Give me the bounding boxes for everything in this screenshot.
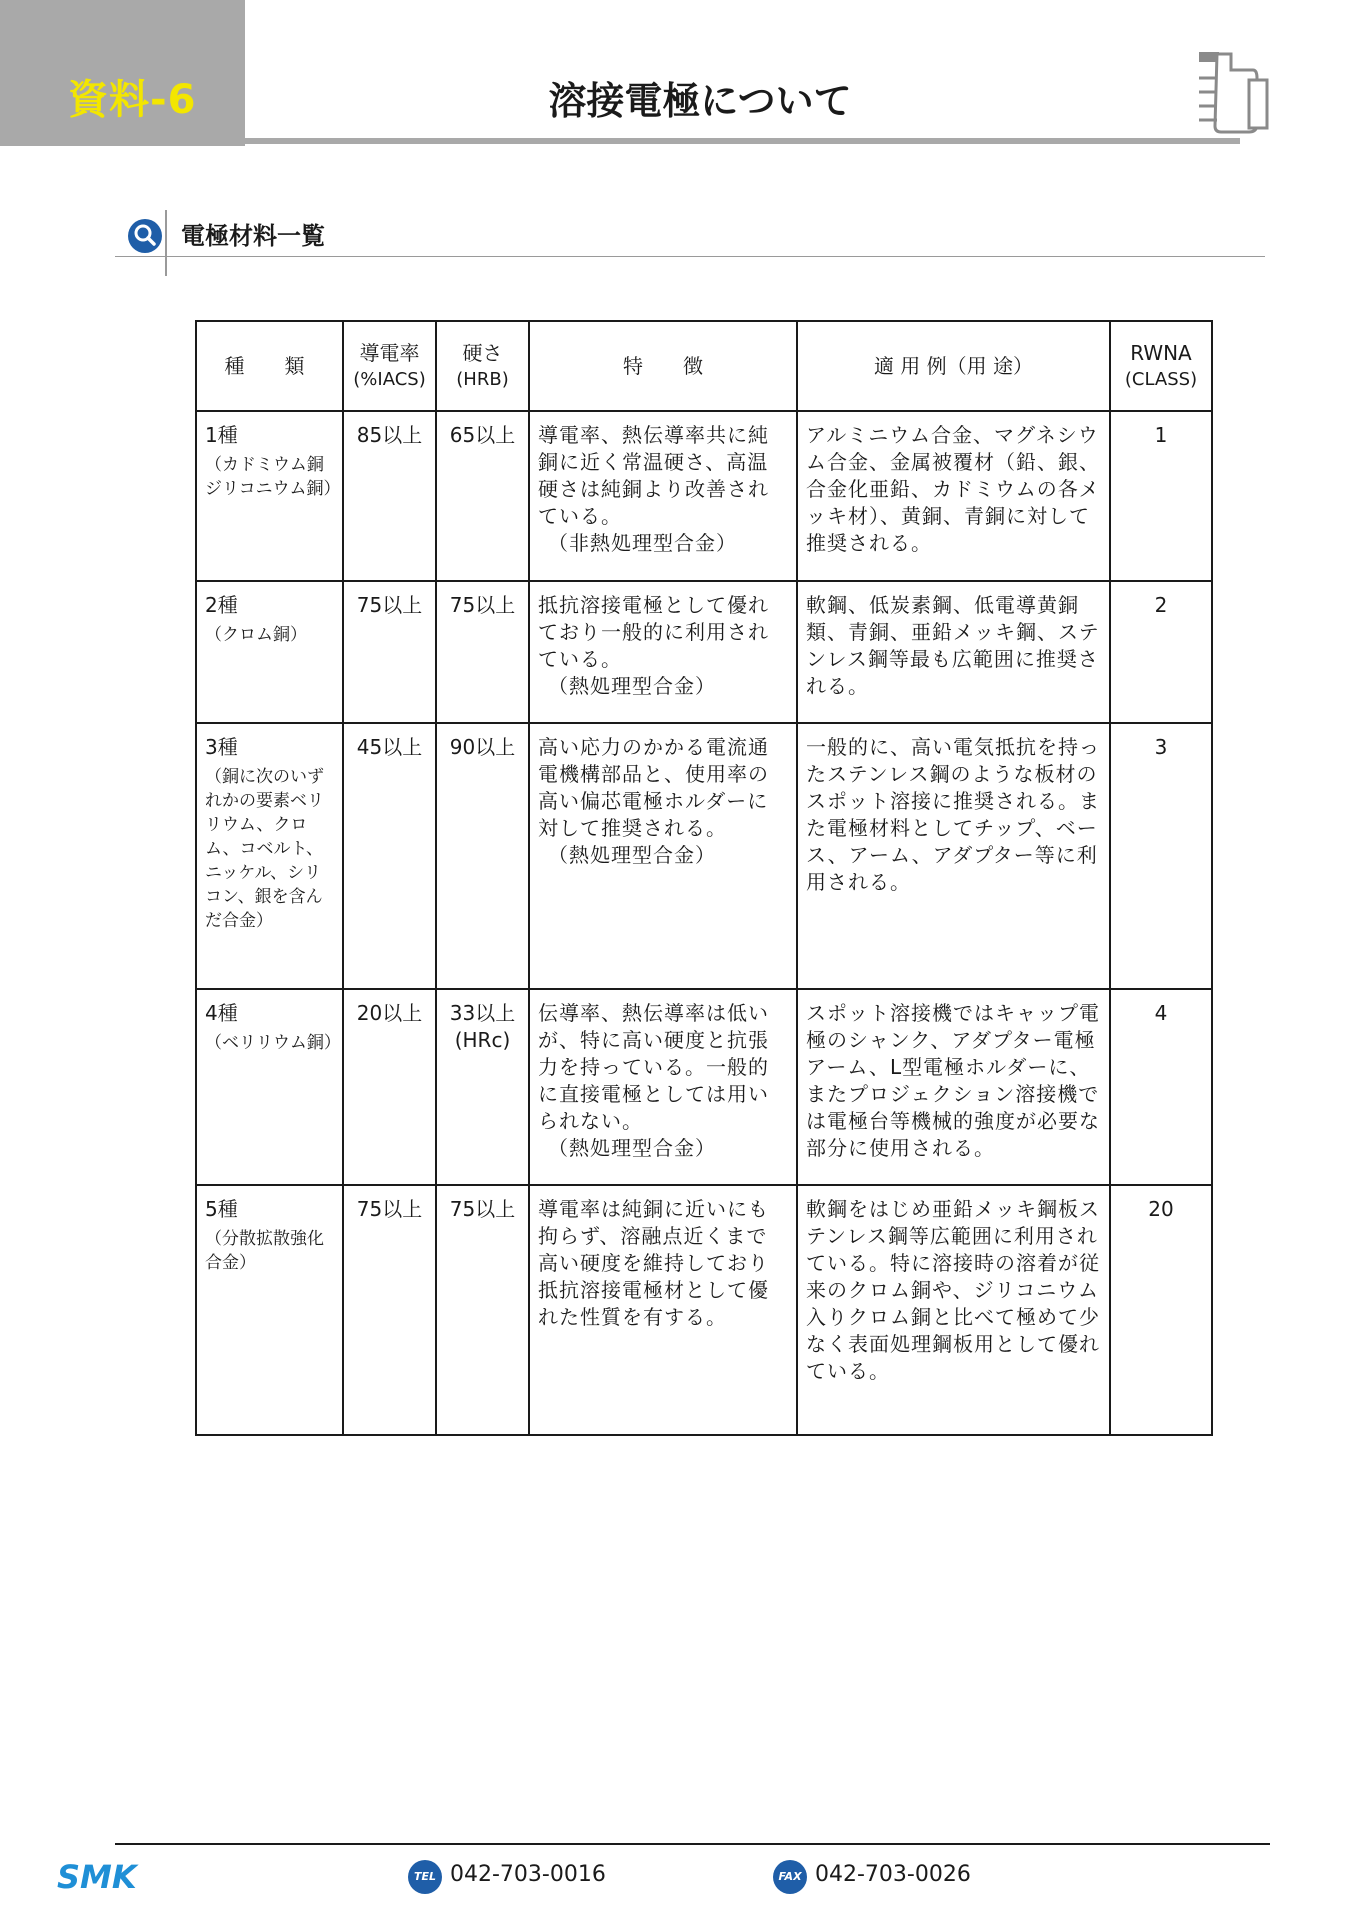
section-heading <box>115 210 1265 280</box>
table-row <box>196 581 1212 723</box>
table-header-row <box>196 321 1212 411</box>
cell-class: 3 <box>1110 723 1212 989</box>
cell-hardness: 90以上 <box>436 723 529 989</box>
tel-icon: TEL <box>408 1860 442 1894</box>
header-conductivity: 導電率 (%IACS) <box>343 321 436 411</box>
cell-applications: スポット溶接機ではキャップ電極のシャンク、アダプター電極アーム、L型電極ホルダーに、またプロジェクション溶接機では電極台等機械的強度が必要な部分に使用される。 <box>797 989 1110 1185</box>
cell-applications: 軟鋼をはじめ亜鉛メッキ鋼板ステンレス鋼等広範囲に利用されている。特に溶接時の溶着が従来のクロム銅や、ジリコニウム入りクロム銅と比べて極めて少なく表面処理鋼板用として優れている。 <box>797 1185 1110 1435</box>
company-logo <box>55 1858 165 1894</box>
header-rwna-class: RWNA (CLASS) <box>1110 321 1212 411</box>
table-row <box>196 1185 1212 1435</box>
cell-conductivity: 45以上 <box>343 723 436 989</box>
cell-features: 伝導率、熱伝導率は低いが、特に高い硬度と抗張力を持っている。一般的に直接電極としては用いられない。 （熱処理型合金） <box>529 989 797 1185</box>
cell-type: 1種 （カドミウム銅 ジリコニウム銅） <box>196 411 343 581</box>
cell-class: 1 <box>1110 411 1212 581</box>
cell-class: 2 <box>1110 581 1212 723</box>
cell-class: 20 <box>1110 1185 1212 1435</box>
tel-number[interactable]: 042-703-0016 <box>450 1862 606 1887</box>
svg-text:SMK: SMK <box>57 1858 137 1894</box>
cell-conductivity: 75以上 <box>343 1185 436 1435</box>
header-hardness: 硬さ (HRB) <box>436 321 529 411</box>
pointing-hand-icon <box>1195 48 1275 138</box>
cell-hardness: 75以上 <box>436 1185 529 1435</box>
cell-hardness: 33以上 (HRc) <box>436 989 529 1185</box>
document-tag-box <box>0 0 245 146</box>
section-divider-horizontal <box>115 256 1265 257</box>
table-row <box>196 411 1212 581</box>
cell-features: 高い応力のかかる電流通電機構部品と、使用率の高い偏芯電極ホルダーに対して推奨される。 （熱処理型合金） <box>529 723 797 989</box>
cell-type: 3種 （銅に次のいずれかの要素ベリリウム、クロム、コベルト、ニッケル、シリコン、銀を含んだ合金） <box>196 723 343 989</box>
cell-features: 導電率は純銅に近いにも拘らず、溶融点近くまで高い硬度を維持しており抵抗溶接電極材として優れた性質を有する。 <box>529 1185 797 1435</box>
cell-hardness: 65以上 <box>436 411 529 581</box>
header-features: 特 徴 <box>529 321 797 411</box>
cell-hardness: 75以上 <box>436 581 529 723</box>
electrode-material-table <box>195 320 1213 1436</box>
cell-type: 4種 （ベリリウム銅） <box>196 989 343 1185</box>
cell-applications: 一般的に、高い電気抵抗を持ったステンレス鋼のような板材のスポット溶接に推奨される。また電極材料としてチップ、ベース、アーム、アダプター等に利用される。 <box>797 723 1110 989</box>
header-rule <box>245 138 1240 144</box>
fax-number: 042-703-0026 <box>815 1862 971 1887</box>
footer-rule <box>115 1843 1270 1845</box>
table-row <box>196 723 1212 989</box>
magnifier-icon <box>127 218 163 254</box>
cell-conductivity: 75以上 <box>343 581 436 723</box>
fax-icon: FAX <box>773 1860 807 1894</box>
cell-type: 5種 （分散拡散強化合金） <box>196 1185 343 1435</box>
header-type: 種 類 <box>196 321 343 411</box>
cell-features: 導電率、熱伝導率共に純銅に近く常温硬さ、高温硬さは純銅より改善されている。 （非熱処理型合金） <box>529 411 797 581</box>
section-divider-vertical <box>165 210 167 276</box>
document-tag: 資料-6 <box>68 77 197 123</box>
table-row <box>196 989 1212 1185</box>
cell-conductivity: 85以上 <box>343 411 436 581</box>
cell-type: 2種 （クロム銅） <box>196 581 343 723</box>
page-title: 溶接電極について <box>548 79 852 123</box>
cell-applications: アルミニウム合金、マグネシウム合金、金属被覆材（鉛、銀、合金化亜鉛、カドミウムの各メッキ材）、黄銅、青銅に対して推奨される。 <box>797 411 1110 581</box>
cell-conductivity: 20以上 <box>343 989 436 1185</box>
cell-features: 抵抗溶接電極として優れており一般的に利用されている。 （熱処理型合金） <box>529 581 797 723</box>
cell-applications: 軟鋼、低炭素鋼、低電導黄銅類、青銅、亜鉛メッキ鋼、ステンレス鋼等最も広範囲に推奨される。 <box>797 581 1110 723</box>
header-applications: 適 用 例（用 途） <box>797 321 1110 411</box>
cell-class: 4 <box>1110 989 1212 1185</box>
section-title: 電極材料一覧 <box>181 222 325 250</box>
page-header <box>0 0 1369 150</box>
